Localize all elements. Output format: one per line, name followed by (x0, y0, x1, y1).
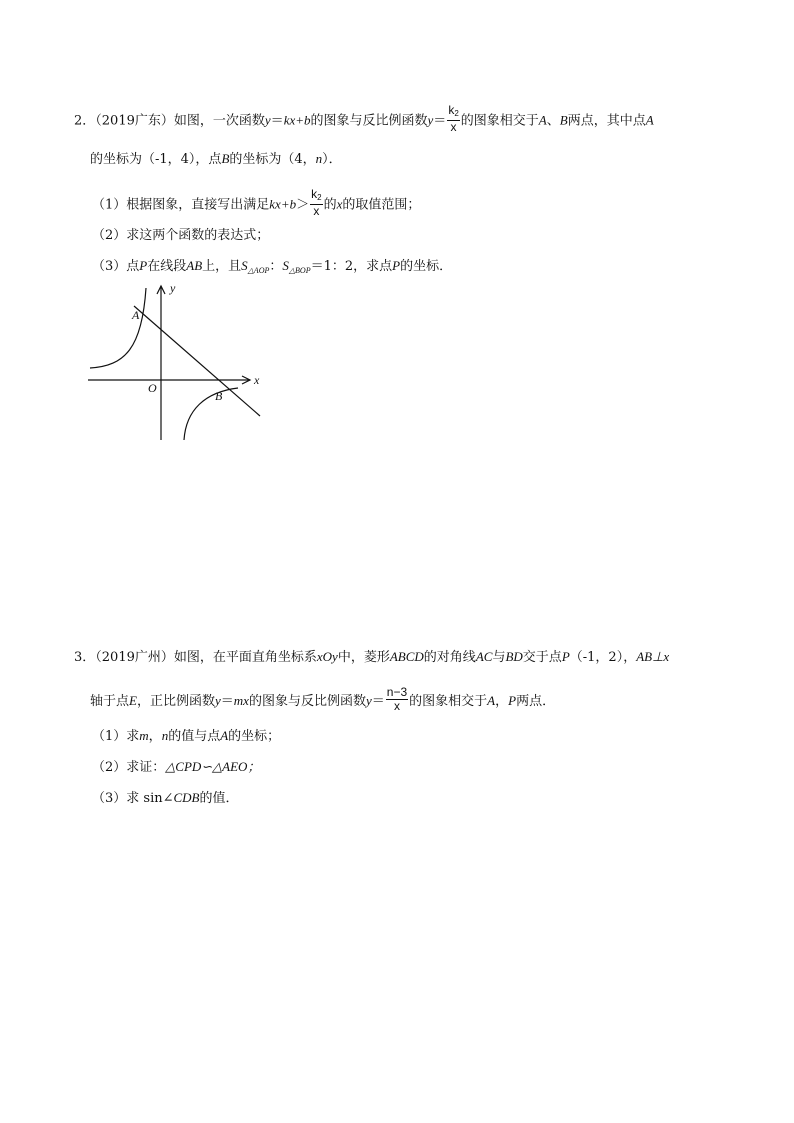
equals: ＝ (270, 113, 284, 129)
expr-mx: mx (233, 693, 249, 708)
var-n: n (315, 151, 323, 166)
expr-kxb: kx+b (283, 112, 311, 128)
equals: ＝ (371, 694, 385, 709)
problem-3-source: （2019广州） (95, 650, 174, 665)
point-A: A (220, 728, 229, 743)
angle-CDB: CDB (173, 790, 200, 805)
problem-2-question-2: （2）求这两个函数的表达式； (92, 228, 270, 243)
text: （1）求 (92, 729, 140, 744)
text: 的图象相交于 (409, 694, 488, 709)
problem-3-question-1 (92, 727, 280, 746)
fraction-numerator (447, 104, 459, 121)
similar-triangles-statement: △CPD∽△AEO； (165, 759, 261, 774)
text: （2）求证： (92, 760, 166, 775)
point-label-B: B (215, 389, 223, 403)
problem-3-line-1 (74, 648, 669, 667)
subscript-bop: △BOP (288, 266, 311, 275)
point-B: B (221, 151, 230, 166)
equals: ＝ (220, 694, 234, 709)
subscript-2: 2 (317, 193, 322, 202)
separator: 、 (546, 113, 560, 129)
var-y: y (427, 112, 434, 128)
comma: ， (148, 729, 162, 744)
point-E: E (129, 693, 137, 708)
text: 的坐标为（-1，4），点 (90, 152, 222, 167)
text: 两点，其中点 (567, 113, 646, 129)
point-P: P (561, 649, 570, 664)
fraction-k2-over-x (447, 104, 459, 134)
perpendicular-AB-x: AB⊥x (636, 649, 670, 664)
text: 的坐标为（4， (229, 152, 316, 167)
text: ，正比例函数 (136, 694, 215, 709)
text: （1）根据图象，直接写出满足 (92, 197, 270, 213)
text: 轴于点 (90, 694, 130, 709)
subscript-aop: △AOP (247, 266, 270, 275)
diagonal-BD: BD (505, 649, 523, 664)
text: 的 (323, 197, 337, 213)
linear-function-line (134, 306, 260, 416)
origin-label-O: O (148, 381, 157, 395)
hyperbola-lower-right-branch (184, 388, 238, 440)
fraction-denominator: x (450, 120, 457, 134)
point-P: P (508, 693, 517, 708)
text: ）． (322, 152, 342, 167)
text: 的取值范围； (342, 197, 421, 213)
problem-2-line-1 (74, 103, 654, 136)
var-m: m (139, 728, 149, 743)
fraction-k2-over-x (310, 188, 322, 218)
text: 的图象与反比例函数 (310, 113, 428, 129)
text: 的图象相交于 (460, 113, 539, 129)
text: 的坐标； (228, 729, 281, 744)
text: 上，且 (202, 259, 242, 274)
problem-2-line-2 (90, 150, 342, 169)
text: 的图象与反比例函数 (248, 694, 366, 709)
var-y: y (214, 693, 221, 708)
expr-kxb: kx+b (269, 196, 297, 212)
text: 两点． (516, 694, 556, 709)
colon: ： (269, 259, 283, 274)
equals: ＝ (433, 113, 447, 129)
problem-3-question-2 (92, 758, 260, 777)
problem-2-question-1 (92, 187, 421, 220)
text: 的值． (199, 791, 239, 806)
problem-3-number: 3． (74, 650, 96, 665)
diagonal-AC: AC (475, 649, 493, 664)
k: k (448, 103, 455, 117)
text: （3）点 (92, 259, 140, 274)
text: 交于点 (522, 650, 562, 665)
fraction-numerator: n−3 (386, 685, 408, 699)
text: 在线段 (147, 259, 187, 274)
segment-AB: AB (186, 258, 203, 273)
text: （3）求 sin∠ (92, 791, 174, 806)
point-B: B (559, 112, 568, 128)
var-y: y (264, 112, 271, 128)
point-A: A (645, 112, 654, 128)
problem-3-line-2 (90, 685, 556, 715)
hyperbola-upper-left-branch (90, 288, 146, 368)
fraction-n-minus-3-over-x (386, 686, 408, 713)
text: 中，菱形 (337, 650, 390, 665)
point-P: P (392, 258, 401, 273)
greater-than: ＞ (296, 197, 310, 213)
var-x: x (336, 196, 343, 212)
point-A: A (487, 693, 496, 708)
point-A: A (538, 112, 547, 128)
text: ， (495, 694, 509, 709)
area-S: S (241, 258, 248, 273)
text: 的对角线 (423, 650, 476, 665)
var-n: n (161, 728, 169, 743)
rhombus-ABCD: ABCD (389, 649, 424, 664)
problem-2-question-3 (92, 257, 452, 280)
text: 如图，在平面直角坐标系 (173, 650, 317, 665)
problem-2-source: （2019广东） (95, 113, 174, 129)
fraction-denominator: x (313, 204, 320, 218)
text: （-1，2）， (569, 650, 637, 665)
problem-3-question-3 (92, 789, 239, 808)
point-P: P (139, 258, 148, 273)
problem-2-number: 2． (74, 113, 96, 129)
point-label-A: A (132, 308, 140, 322)
text: 的坐标． (400, 259, 453, 274)
function-graph-figure (80, 280, 280, 450)
axis-label-x: x (254, 373, 260, 387)
text: 的值与点 (168, 729, 221, 744)
text: ＝1：2，求点 (310, 259, 393, 274)
area-S: S (282, 258, 289, 273)
coord-system: xOy (316, 649, 338, 664)
k: k (311, 187, 318, 201)
var-y: y (365, 693, 372, 708)
subscript-2: 2 (454, 109, 459, 118)
fraction-denominator: x (393, 699, 400, 713)
text: 与 (492, 650, 506, 665)
fraction-numerator (310, 188, 322, 205)
text: 如图，一次函数 (173, 113, 265, 129)
axis-label-y: y (170, 281, 176, 295)
